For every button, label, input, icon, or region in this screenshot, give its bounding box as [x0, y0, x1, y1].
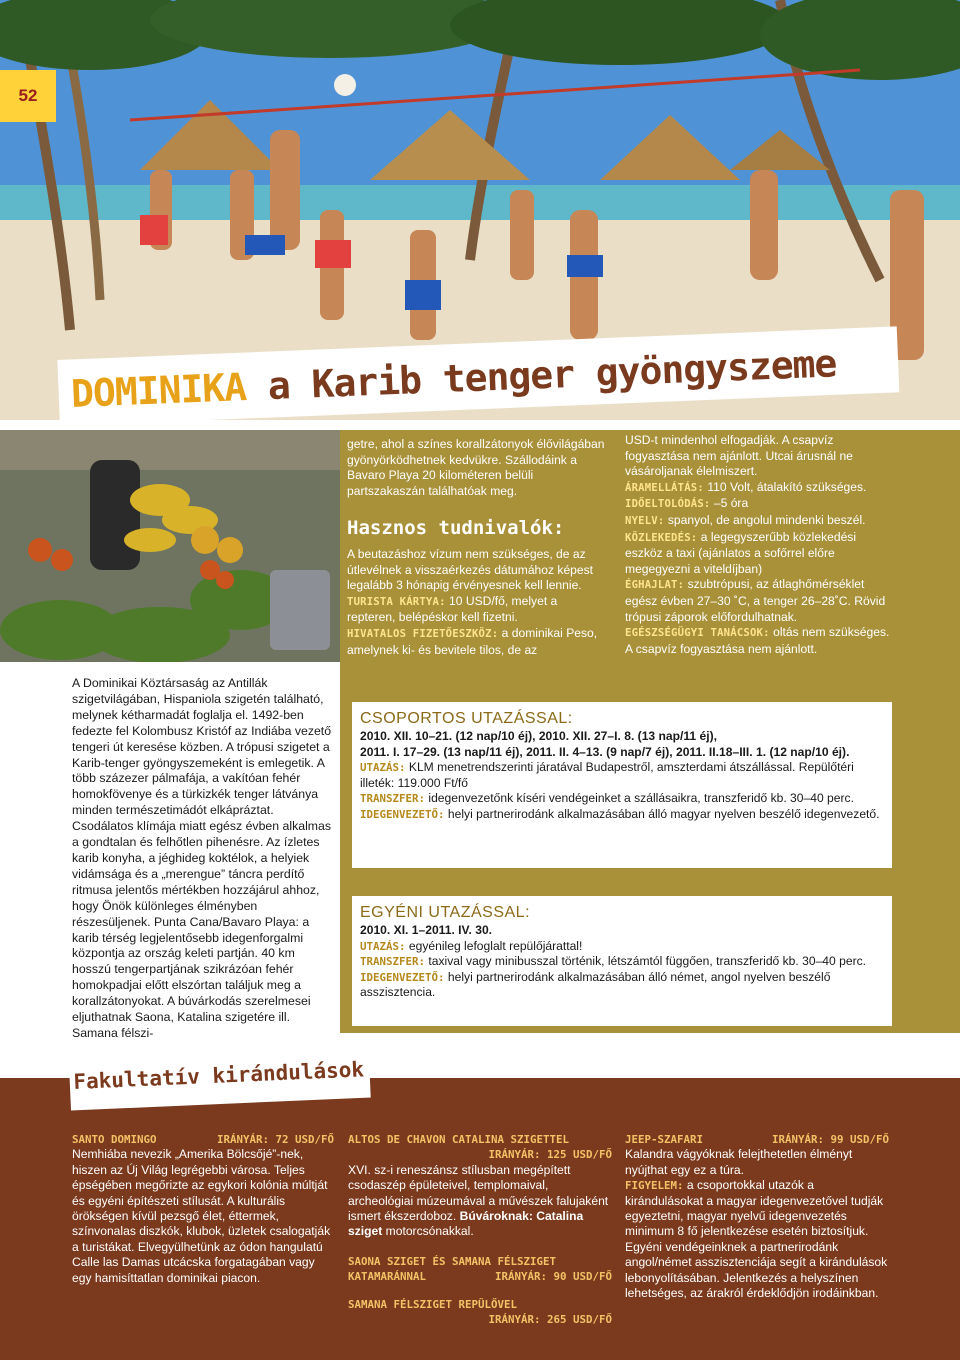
- group-dates-2: 2011. I. 17–29. (13 nap/11 éj), 2011. II. 4–13. (9 nap/7 éj), 2011. II.18–III. 1. (12 nap/10 éj).: [360, 744, 850, 759]
- group-transfer: [360, 791, 888, 807]
- excursion-saona-sub: KATAMARÁNNAL: [348, 1270, 427, 1284]
- individual-travel-mode: [360, 939, 888, 955]
- group-guide-value: helyi partnerirodánk alkalmazásában álló magyar nyelven beszélő idegenvezető.: [447, 806, 880, 821]
- group-travel-box: [352, 702, 892, 868]
- excursion-name: ALTOS DE CHAVON CATALINA SZIGETTEL: [348, 1133, 570, 1146]
- individual-dates: 2010. XI. 1–2011. IV. 30.: [360, 923, 493, 937]
- excursion-santo-domingo: [72, 1132, 334, 1286]
- excursion-name: SANTO DOMINGO: [72, 1133, 157, 1146]
- individual-transfer-label: TRANSZFER:: [360, 955, 426, 969]
- attention-label: FIGYELEM:: [625, 1179, 684, 1193]
- health-label: EGÉSZSÉGÜGYI TANÁCSOK:: [625, 627, 770, 640]
- usd-info: USD-t mindenhol elfogadják. A csapvíz fogyasztása nem ajánlott. Utcai árusnál ne vásároljanak élelmiszert.: [625, 433, 853, 479]
- excursion-price: IRÁNYÁR: 99 USD/FŐ: [771, 1133, 889, 1146]
- excursion-saona-name: SAONA SZIGET ÉS SAMANA FÉLSZIGET: [348, 1254, 557, 1268]
- intro-continuation: getre, ahol a színes korallzátonyok élővilágában gyönyörködhetnek kedvükre. Szállodáink a Bavaro Playa 20 kilométeren belüli partszakaszán találhatóak meg.: [347, 437, 605, 498]
- group-travel-mode-value: KLM menetrendszerinti járatával Budapestről, amszterdami átszállással. Repülőtéri illeték: 119.000 Ft/fő: [360, 760, 854, 790]
- excursion-price: IRÁNYÁR: 72 USD/FŐ: [216, 1133, 334, 1146]
- title-country: DOMINIKA: [70, 365, 247, 416]
- language-label: NYELV:: [625, 514, 665, 527]
- transport-label: KÖZLEKEDÉS:: [625, 531, 698, 544]
- timezone-value: –5 óra: [713, 496, 749, 511]
- useful-info-left: [347, 547, 609, 658]
- individual-travel-details: [360, 923, 888, 1001]
- group-guide-label: IDEGENVEZETŐ:: [360, 807, 445, 821]
- group-travel-details: [360, 729, 888, 823]
- excursions-title: Fakultatív kirándulások: [72, 1057, 365, 1094]
- visa-info: A beutazáshoz vízum nem szükséges, de az útlevélnek a visszaérkezés dátumához képest legalább 3 hónapig érvényesnek kell lennie.: [347, 547, 594, 593]
- excursion-description: Kalandra vágyóknak felejthetetlen élményt nyújthat egy ez a túra.: [625, 1147, 853, 1177]
- intro-text: A Dominikai Köztársaság az Antillák szigetvilágában, Hispaniola szigetén található, melynek kétharmadát foglalja el. 1492-ben fedezte fel Kolombusz Kristóf az Indiába vezető tengeri út keresése közben. A trópusi szigetet a Karib-tenger gyöngyszemeként is emlegetik. A több százezer pálmafája, a vakítóan fehér homokfövenye és a türkizkék tenger látványa minden természetimádót elkápráztat. Csodálatos klímája miatt egész évben alkalmas a gondtalan és felhőtlen pihenésre. Az ízletes karib konyha, a jéghideg koktélok, a helyiek vidámsága és a „merengue” táncra perdítő ritmusa jelentős mértékben hozzájárul ahhoz, hogy Önök különleges élményben részesüljenek. Punta Cana/Bavaro Playa: a karib térség legjelentősebb idegenforgalmi központja az ország keleti partján. 40 km hosszú tengerpartjának szikrázóan fehér homokpadjai előtt elszórtan találjuk meg a korallzátonyokat. A búvárkodás szerelmesei eljuthatnak Saona, Katalina szigetére ill. Samana félszi-: [72, 676, 332, 1040]
- climate-value: szubtrópusi, az átlaghőmérséklet egész évben 27–30 ˚C, a tenger 26–28˚C. Rövid trópusi záporok előfordulhatnak.: [625, 577, 886, 624]
- group-travel-mode: [360, 760, 888, 791]
- excursion-samana-price: IRÁNYÁR: 265 USD/FŐ: [488, 1313, 612, 1327]
- individual-travel-mode-label: UTAZÁS:: [360, 939, 406, 953]
- tourist-card: [347, 594, 609, 626]
- excursion-jeep-safari: [625, 1132, 889, 1301]
- currency: [347, 626, 609, 658]
- group-transfer-value: idegenvezetőnk kíséri vendégeinket a szállásaikra, transzferidő kb. 30–40 perc.: [428, 791, 854, 806]
- language: [625, 513, 890, 530]
- transport-value: a legegyszerűbb közlekedési eszköz a taxi (ajánlatos a sofőrrel előre megegyezni a viteldíjban): [625, 529, 857, 576]
- transport: [625, 530, 890, 578]
- excursion-saona-header: [348, 1269, 612, 1284]
- excursion-samana-name: SAMANA FÉLSZIGET REPÜLŐVEL: [348, 1297, 518, 1311]
- fruit-market-photo: [0, 430, 340, 662]
- excursion-saona-price: IRÁNYÁR: 90 USD/FŐ: [494, 1270, 612, 1284]
- power-value: 110 Volt, átalakító szükséges.: [707, 479, 867, 494]
- excursion-header: [625, 1132, 889, 1147]
- excursion-price: IRÁNYÁR: 125 USD/FŐ: [488, 1148, 612, 1162]
- excursion-name: JEEP-SZAFARI: [625, 1133, 704, 1146]
- individual-transfer-value: taxival vagy minibusszal történik, létszámtól függően, transzferidő kb. 30–40 perc.: [428, 954, 867, 969]
- individual-guide-label: IDEGENVEZETŐ:: [360, 970, 445, 984]
- individual-travel-title: EGYÉNI UTAZÁSSAL:: [360, 904, 531, 921]
- health-value: oltás nem szükséges. A csapvíz fogyasztása nem ajánlott.: [625, 625, 890, 656]
- climate-label: ÉGHAJLAT:: [625, 579, 685, 592]
- useful-info-right: [625, 433, 890, 657]
- tourist-card-value: 10 USD/fő, melyet a repteren, belépéskor kell fizetni.: [347, 593, 558, 625]
- timezone-label: IDŐELTOLÓDÁS:: [625, 498, 711, 511]
- excursion-altos-de-chavon: [348, 1132, 612, 1327]
- timezone: [625, 496, 890, 513]
- useful-info-title: Hasznos tudnivalók:: [347, 517, 565, 539]
- page-number: 52: [0, 70, 56, 122]
- tourist-card-label: TURISTA KÁRTYA:: [347, 595, 446, 608]
- climate: [625, 577, 890, 625]
- individual-guide-value: helyi partnerirodánk alkalmazásában álló német, angol nyelven beszélő asszisztencia.: [360, 969, 831, 1000]
- power: [625, 480, 890, 497]
- currency-label: HIVATALOS FIZETŐESZKÖZ:: [347, 627, 499, 640]
- language-value: spanyol, de angolul mindenki beszél.: [667, 512, 866, 527]
- group-dates-1: 2010. XII. 10–21. (12 nap/10 éj), 2010. XII. 27–I. 8. (13 nap/11 éj),: [360, 729, 717, 743]
- currency-value: a dominikai Peso, amelynek ki- és bevitele tilos, de az: [347, 625, 598, 657]
- title-subtitle: a Karib tenger gyöngyszeme: [266, 341, 838, 409]
- group-travel-mode-label: UTAZÁS:: [360, 761, 406, 775]
- health: [625, 625, 890, 657]
- excursion-description-text: XVI. sz-i reneszánsz stílusban megépített csodaszép épületeivel, templomaival, archeológiai múzeumával a művészek falujaként ismert ékszerdoboz.: [348, 1162, 609, 1224]
- excursion-description: [348, 1163, 612, 1240]
- individual-travel-box: [352, 896, 892, 1026]
- attention-note: [625, 1178, 889, 1301]
- market-illustration: [0, 430, 340, 662]
- individual-travel-mode-value: egyénileg lefoglalt repülőjárattal!: [408, 938, 583, 953]
- excursion-description: Nemhiába nevezik „Amerika Bölcsőjé”-nek, hiszen az Új Világ legrégebbi városa. Teljes épségében megőrizte az egykori kolónia múltját és egyéni építészeti stílusát. A kulturális örökségen kívül pezsgő élet, éttermek, színvonalas diszkók, klubok, üzletek csalogatják a turistákat. Elvegyülhetünk az ódon hangulatú Calle las Damas utcácska forgatagában vagy egy hamisíttatlan dominikai piacon.: [72, 1147, 331, 1285]
- group-travel-title: CSOPORTOS UTAZÁSSAL:: [360, 710, 573, 727]
- individual-transfer: [360, 954, 888, 970]
- individual-guide: [360, 970, 888, 1001]
- excursion-description-end: motorcsónakkal.: [385, 1224, 474, 1239]
- excursion-description-bold: Búvároknak: Catalina sziget: [348, 1209, 584, 1239]
- power-label: ÁRAMELLÁTÁS:: [625, 481, 704, 494]
- group-transfer-label: TRANSZFER:: [360, 792, 426, 806]
- group-guide: [360, 807, 888, 823]
- excursion-header: [72, 1132, 334, 1147]
- attention-text: a csoportokkal utazók a kirándulásokat a magyar idegenvezetővel tudják egyeztetni, magyar nyelvű idegenvezetés minimum 8 fő jelentkezése esetén biztosítjuk. Egyéni vendégeinknek a partnerirodánk angol/német asszisztenciája segít a kirándulások lebonyolításában. Jelentkezés a helyszínen lehetséges, az árakról érdeklődjön irodáinkban.: [625, 1178, 888, 1301]
